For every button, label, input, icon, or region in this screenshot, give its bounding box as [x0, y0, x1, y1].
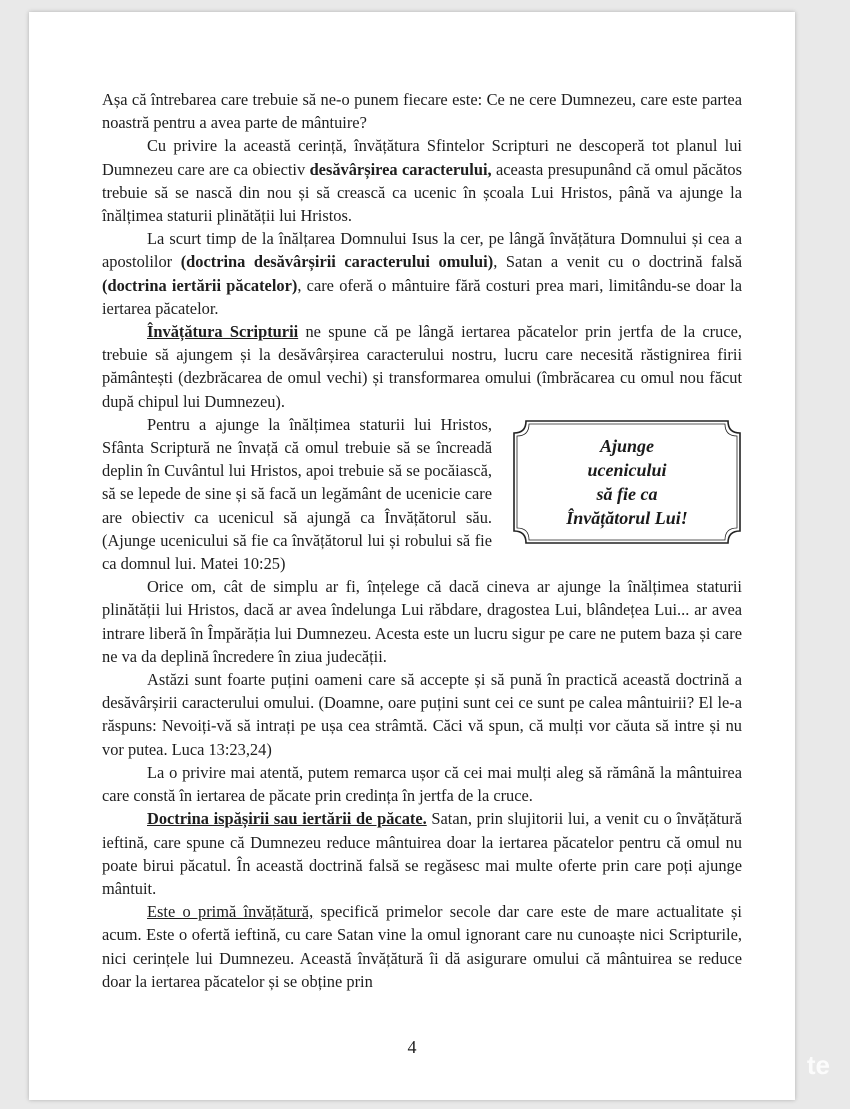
- paragraph-8: [102, 761, 742, 807]
- bold-phrase: desăvârșirea caracterului,: [309, 159, 492, 179]
- bold-phrase: (doctrina iertării păcatelor): [102, 275, 298, 295]
- callout-line: să fie ca: [596, 483, 658, 504]
- page-number: 4: [407, 1037, 417, 1057]
- watermark: te: [806, 1050, 830, 1080]
- paragraph-7: [102, 668, 742, 761]
- paragraph-text: aceasta presupunând că omul păcătos trebuie să se nască din nou și să crească ca ucenic în școala Lui Hristos, până va ajunge la înălțimea staturii plinătății lui Hristos.: [102, 159, 742, 226]
- callout-box: [512, 419, 742, 545]
- paragraph-text: Pentru a ajunge la înălțimea staturii lui Hristos, Sfânta Scriptură ne învață că omul trebuie să se încreadă deplin în Cuvântul lui Hristos, apoi trebuie să se pocăiască, să se lepede de sine și să facă un legământ de ucenicie care are obiectiv ca ucenicul să ajungă ca Învățătorul său. (Ajunge ucenicului să fie ca învățătorul lui și robului să fie ca domnul lui. Matei 10:25): [102, 414, 492, 574]
- paragraph-text: Satan, prin slujitorii lui, a venit cu o învățătură ieftină, care spune că Dumnezeu reduce mântuirea doar la iertarea păcatelor pentru că omul nu poate birui păcatul. În această doctrină falsă se regăsesc mai multe oferte prin care poți ajunge mântuit.: [102, 809, 742, 898]
- paragraph-text: Așa că întrebarea care trebuie să ne-o punem fiecare este: Ce ne cere Dumnezeu, care este partea noastră pentru a avea parte de mântuire?: [102, 90, 742, 133]
- paragraph-text: ne spune că pe lângă iertarea păcatelor prin jertfa de la cruce, trebuie să ajungem și la desăvârșirea caracterului nostru, lucru care necesită răstignirea firii pământești (dezbrăcarea de omul vechi) și transformarea omului (îmbrăcarea cu omul nou făcut după chipul lui Dumnezeu).: [102, 322, 742, 411]
- underlined-phrase: Este o primă învățătură,: [147, 902, 314, 922]
- paragraph-text: Astăzi sunt foarte puțini oameni care să accepte și să pună în practică această doctrină a desăvârșirii caracterului omului. (Doamne, oare puțini sunt cei ce sunt pe calea mântuirii? El le-a răspuns: Nevoiți-vă să intrați pe ușa cea strâmtă. Căci vă spun, că mulți vor căuta să intre și nu vor putea. Luca 13:23,24): [102, 670, 742, 759]
- paragraph-1: [102, 88, 742, 134]
- callout-line: Învățătorul Lui!: [566, 507, 688, 528]
- callout-quote: [512, 419, 742, 545]
- callout-line: ucenicului: [587, 459, 667, 480]
- callout-line: Ajunge: [599, 435, 654, 456]
- paragraph-2: [102, 134, 742, 227]
- underlined-heading: Învățătura Scripturii: [147, 322, 299, 342]
- paragraph-10: [102, 900, 742, 993]
- paragraph-text: Orice om, cât de simplu ar fi, înțelege că dacă cineva ar ajunge la înălțimea staturii plinătății lui Hristos, dacă ar avea îndelunga Lui răbdare, dragostea Lui, blândețea Lui... ar avea intrare liberă în Împărăția lui Dumnezeu. Acesta este un lucru sigur pe care ne putem baza și care ne va da deplină încredere în ziua judecății.: [102, 577, 742, 666]
- paragraph-text: Cu privire la această cerință, învățătura Sfintelor Scripturi ne descoperă tot planul lui Dumnezeu care are ca obiectiv: [102, 136, 742, 179]
- paragraph-4: [102, 320, 742, 413]
- page-body: [102, 88, 742, 993]
- bold-phrase: (doctrina desăvârșirii caracterului omului): [180, 252, 494, 272]
- paragraph-text: La scurt timp de la înălțarea Domnului Isus la cer, pe lângă învățătura Domnului și cea a apostolilor: [102, 229, 742, 272]
- paragraph-text: specifică primelor secole dar care este de mare actualitate și acum. Este o ofertă ieftină, cu care Satan vine la omul ignorant care nu cunoaște nici Scripturile, nici cerințele lui Dumnezeu. Această învățătură îi dă asigurare omului că mântuirea se reduce doar la iertarea păcatelor și se obține prin: [102, 902, 742, 991]
- underlined-heading: Doctrina ispășirii sau iertării de păcate.: [147, 809, 427, 829]
- paragraph-6: [102, 575, 742, 668]
- paragraph-3: [102, 227, 742, 320]
- paragraph-text: La o privire mai atentă, putem remarca ușor că cei mai mulți aleg să rămână la mântuirea care constă în iertarea de păcate prin credința în jertfa de la cruce.: [102, 762, 742, 806]
- paragraph-9: [102, 807, 742, 900]
- paragraph-text: , care oferă o mântuire fără costuri prea mari, limitându-se doar la iertarea păcatelor.: [102, 275, 742, 318]
- document-page: [29, 12, 795, 1100]
- paragraph-text: , Satan a venit cu o doctrină falsă: [493, 252, 743, 272]
